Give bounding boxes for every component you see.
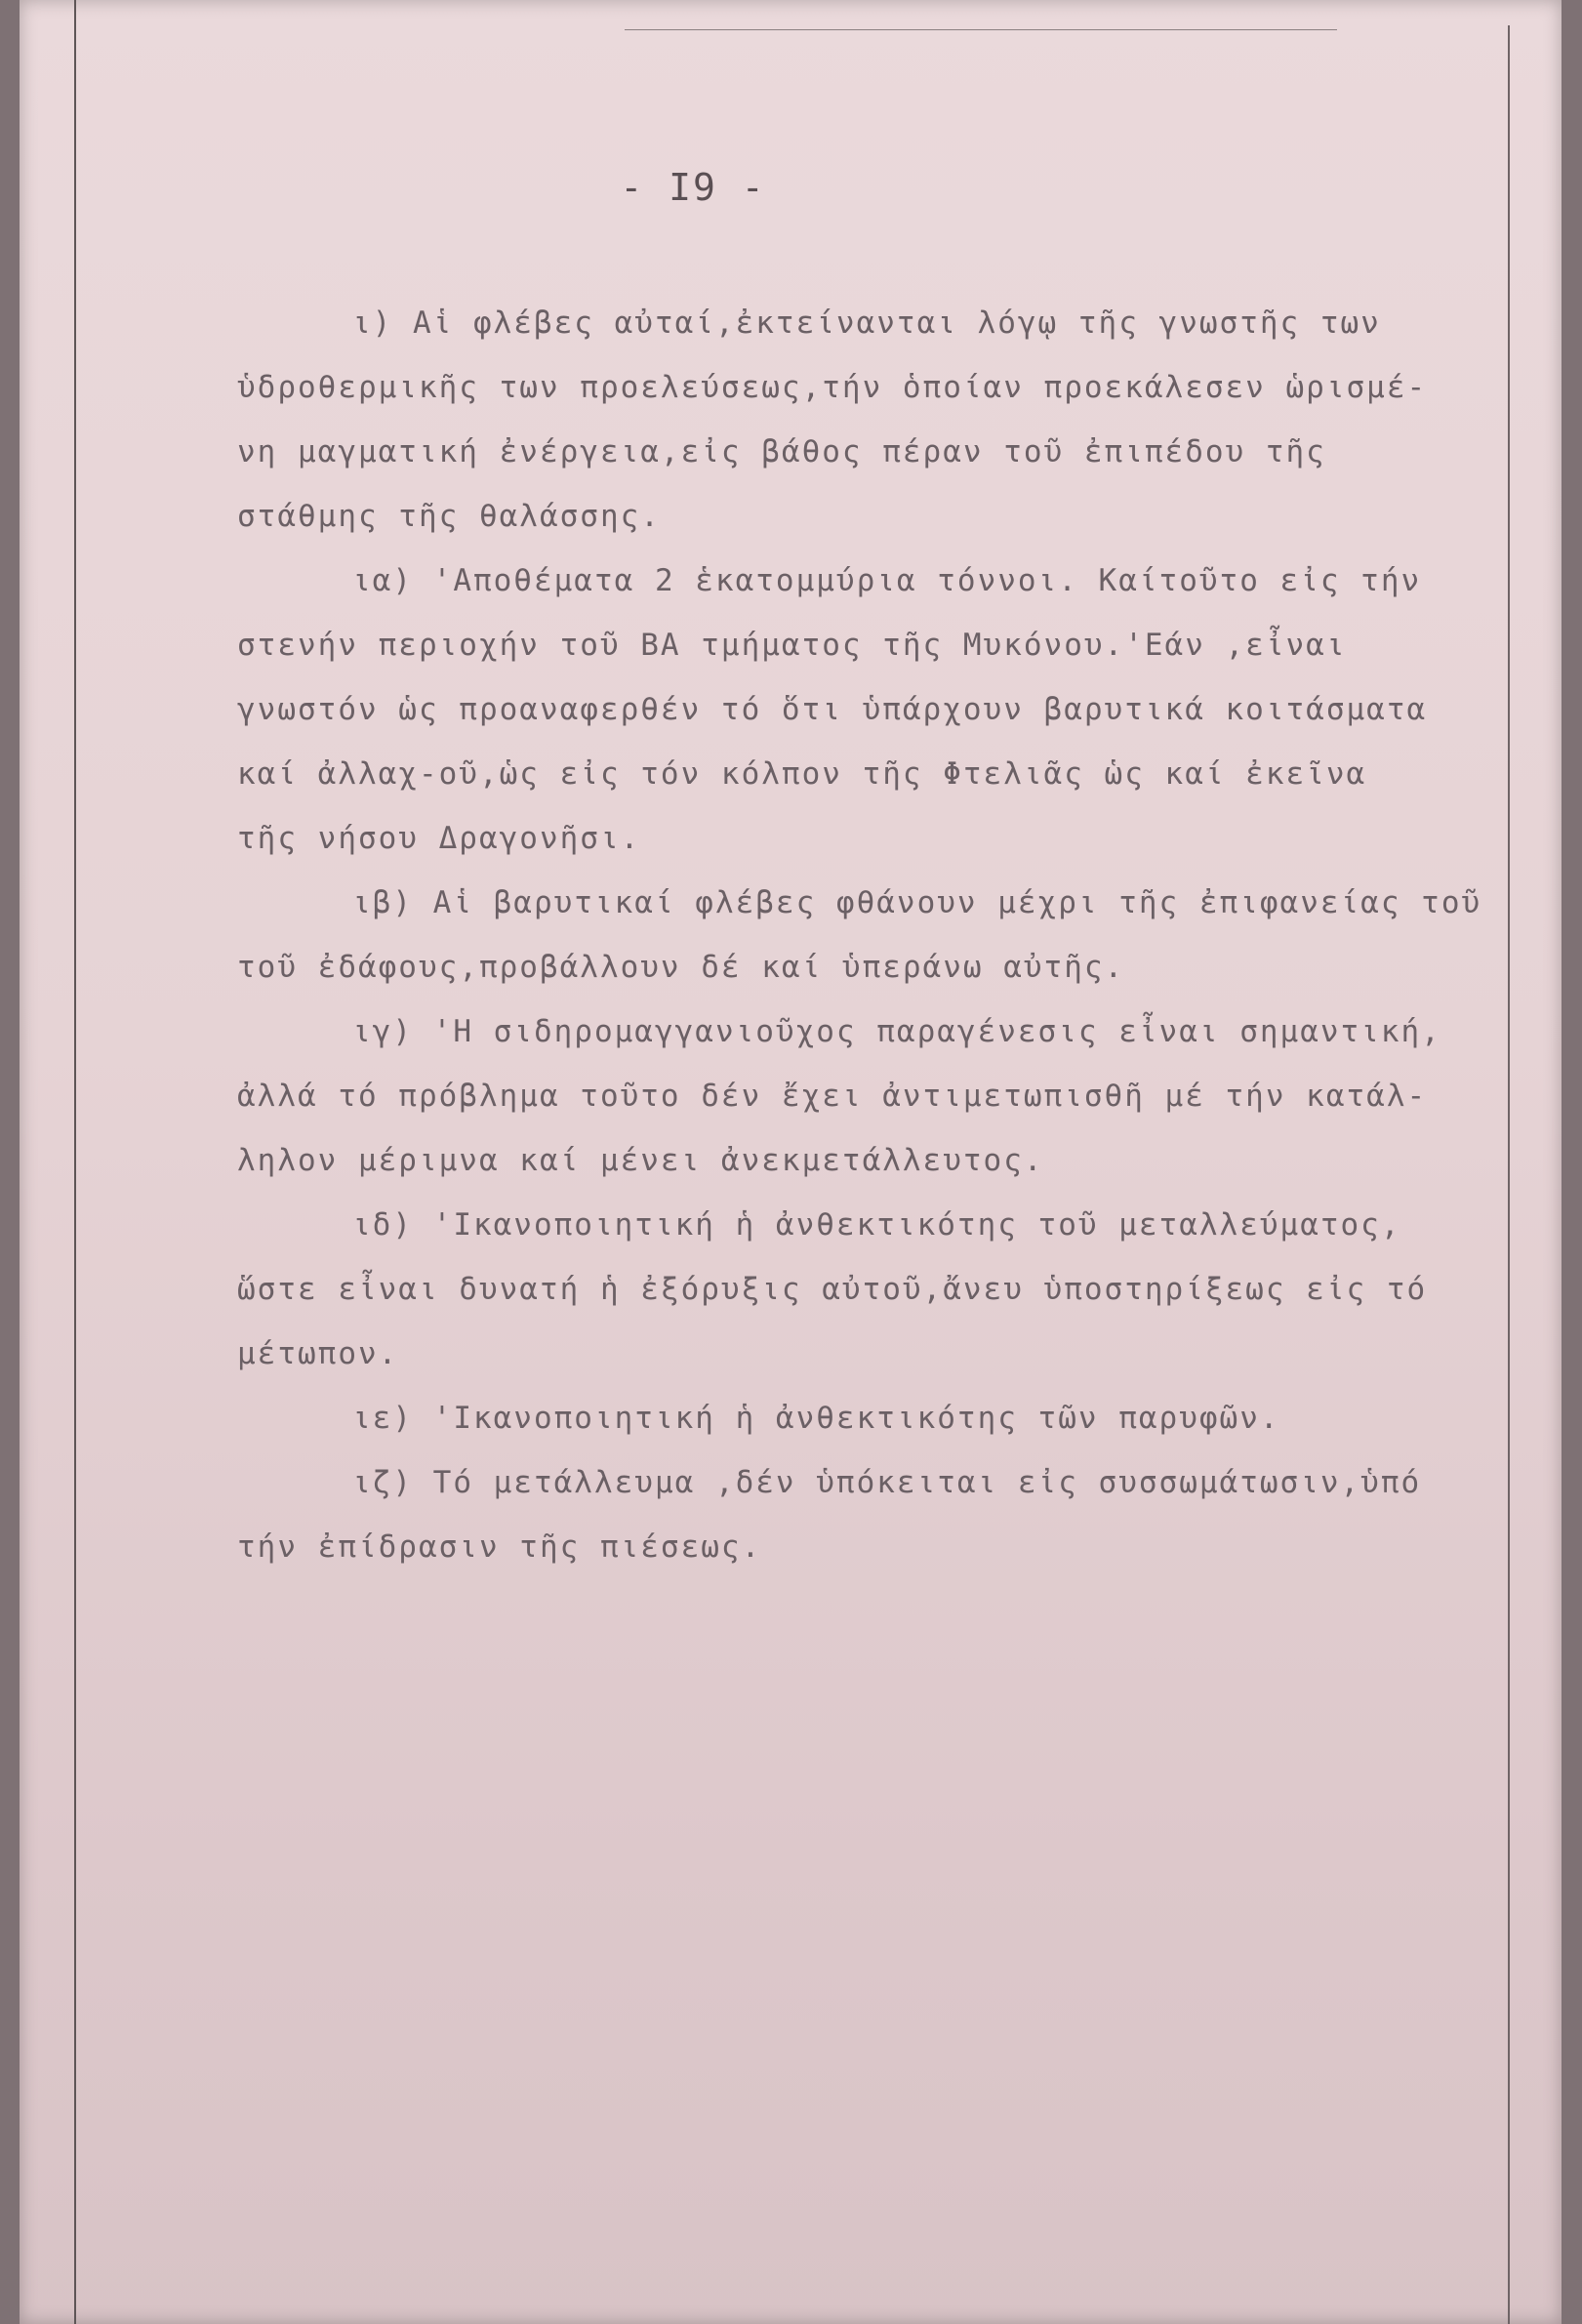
paragraph-ie <box>237 1386 1516 1450</box>
page-number: - I9 - <box>620 166 766 209</box>
left-margin-line <box>74 0 76 2324</box>
paragraph-ib <box>237 871 1516 999</box>
text-line: γνωστόν ὡς προαναφερθέν τό ὅτι ὑπάρχουν βαρυτικά κοιτάσματα <box>237 692 1428 727</box>
text-line: ιβ) Αἱ βαρυτικαί φλέβες φθάνουν μέχρι τῆς ἐπιφανείας τοῦ <box>352 885 1482 920</box>
text-line: καί ἀλλαχ-οῦ,ὡς εἰς τόν κόλπον τῆς Φτελιᾶς ὡς καί ἐκεῖνα <box>237 756 1367 792</box>
document-page <box>20 0 1562 2324</box>
paragraph-iz <box>237 1450 1516 1579</box>
text-line: ιζ) Τό μετάλλευμα ,δέν ὑπόκειται εἰς συσσωμάτωσιν,ὑπό <box>352 1465 1422 1500</box>
text-line: ὑδροθερμικῆς των προελεύσεως,τήν ὁποίαν προεκάλεσεν ὡρισμέ- <box>237 370 1428 405</box>
text-line: ι) Αἱ φλέβες αὐταί,ἐκτείνανται λόγῳ τῆς γνωστῆς των <box>352 306 1381 341</box>
text-line: τοῦ ἐδάφους,προβάλλουν δέ καί ὑπεράνω αὐτῆς. <box>237 950 1125 985</box>
text-line: ἀλλά τό πρόβλημα τοῦτο δέν ἔχει ἀντιμετωπισθῆ μέ τήν κατάλ- <box>237 1079 1428 1114</box>
text-line: στάθμης τῆς θαλάσσης. <box>237 499 661 534</box>
text-line: στενήν περιοχήν τοῦ ΒΑ τμήματος τῆς Μυκόνου.'Εάν ,εἶναι <box>237 628 1347 663</box>
text-line: ληλον μέριμνα καί μένει ἀνεκμετάλλευτος. <box>237 1143 1044 1178</box>
text-line: ιγ) 'Η σιδηρομαγγανιοῦχος παραγένεσις εἶναι σημαντική, <box>352 1014 1441 1049</box>
text-line: τῆς νήσου Δραγονῆσι. <box>237 821 641 856</box>
text-line: ια) 'Αποθέματα 2 ἑκατομμύρια τόννοι. Καίτοῦτο εἰς τήν <box>352 563 1422 598</box>
paragraph-ia <box>237 549 1516 871</box>
body-text <box>237 291 1516 1579</box>
paragraph-ig <box>237 999 1516 1193</box>
text-line: ιε) 'Ικανοποιητική ἡ ἀνθεκτικότης τῶν παρυφῶν. <box>352 1401 1280 1436</box>
text-line: μέτωπον. <box>237 1336 399 1371</box>
text-line: τήν ἐπίδρασιν τῆς πιέσεως. <box>237 1529 762 1565</box>
paragraph-id <box>237 1193 1516 1386</box>
text-line: νη μαγματική ἐνέργεια,εἰς βάθος πέραν τοῦ ἐπιπέδου τῆς <box>237 434 1326 469</box>
top-rule <box>625 29 1337 30</box>
text-line: ιδ) 'Ικανοποιητική ἡ ἀνθεκτικότης τοῦ μεταλλεύματος, <box>352 1207 1401 1243</box>
text-line: ὥστε εἶναι δυνατή ἡ ἐξόρυξις αὐτοῦ,ἄνευ ὑποστηρίξεως εἰς τό <box>237 1272 1428 1307</box>
paragraph-i <box>237 291 1516 549</box>
